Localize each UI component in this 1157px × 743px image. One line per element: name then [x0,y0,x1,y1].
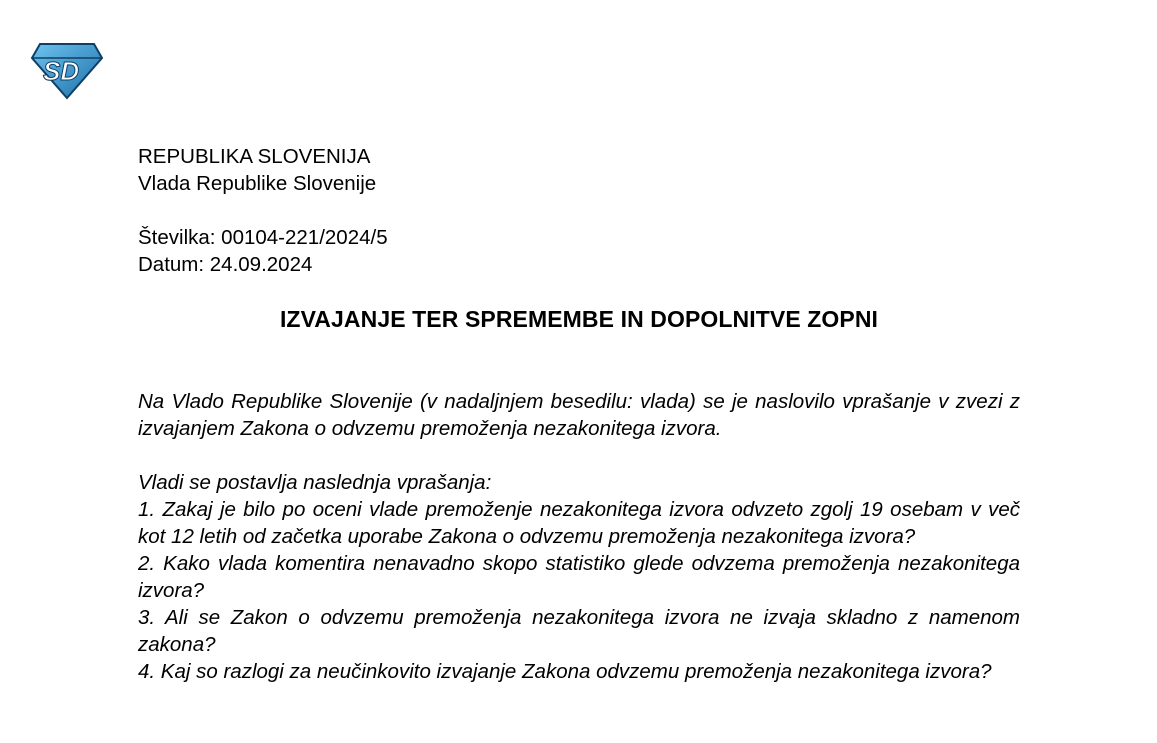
question-item: 2. Kako vlada komentira nenavadno skopo statistiko glede odvzema premoženja nezakonitega izvora? [138,552,1020,602]
document-number: Številka: 00104-221/2024/5 [138,226,388,249]
header-block [138,143,1020,197]
header-government: Vlada Republike Slovenije [138,172,377,195]
question-item: 3. Ali se Zakon o odvzemu premoženja nezakonitega izvora ne izvaja skladno z namenom zakona? [138,606,1020,656]
document-date: Datum: 24.09.2024 [138,253,313,276]
svg-text:SD: SD [43,56,80,86]
document-page [138,143,1020,685]
intro-text: Na Vlado Republike Slovenije (v nadaljnjem besedilu: vlada) se je naslovilo vprašanje v zvezi z izvajanjem Zakona o odvzemu premoženja nezakonitega izvora. [138,390,1020,440]
question-item: 4. Kaj so razlogi za neučinkovito izvajanje Zakona odvzemu premoženja nezakonitega izvora? [138,660,992,683]
meta-block [138,224,1020,278]
document-title: IZVAJANJE TER SPREMEMBE IN DOPOLNITVE ZOPNI [279,306,879,332]
question-item: 1. Zakaj je bilo po oceni vlade premoženje nezakonitega izvora odvzeto zgolj 19 osebam v več kot 12 letih od začetka uporabe Zakona o odvzemu premoženja nezakonitega izvora? [138,498,1020,548]
questions-list [138,469,1020,685]
intro-paragraph [138,388,1020,442]
questions-heading: Vladi se postavlja naslednja vprašanja: [138,471,492,494]
sd-diamond-logo-icon [30,40,104,100]
header-country: REPUBLIKA SLOVENIJA [138,145,371,168]
